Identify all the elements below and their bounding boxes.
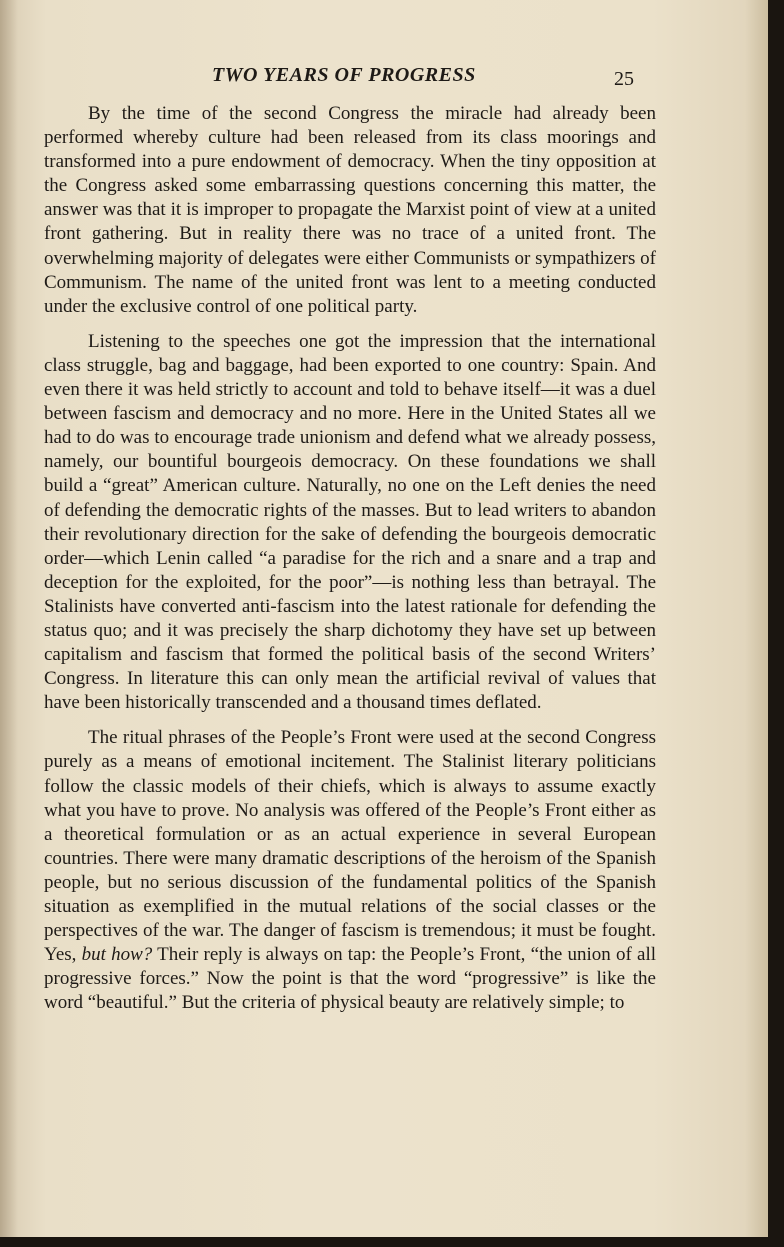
paragraph-text: Their reply is always on tap: the People’s Front, “the union of all progressive forces.” Now the point is that the word “progressive” is like the word “beautiful.” But the criteria of physical beauty are relatively simple; to (44, 944, 657, 1014)
page-bottom-edge (0, 1237, 784, 1247)
running-head: TWO YEARS OF PROGRESS (212, 64, 476, 86)
paragraph (44, 330, 656, 716)
page-edge-shadow (768, 0, 784, 1247)
body-text (44, 102, 656, 1026)
page-number: 25 (614, 68, 634, 90)
italic-phrase: but how? (81, 944, 153, 966)
paragraph-text: The ritual phrases of the People’s Front were used at the second Congress purely as a means of emotional incitement. The Stalinist literary politicians follow the classic models of their chiefs, which is always to assume exactly what you have to prove. No analysis was offered of the People’s Front either as a theoretical formulation or as an actual experience in several European countries. There were many dramatic descriptions of the heroism of the Spanish people, but no serious discussion of the fundamental politics of the Spanish situation as exemplified in the mutual relations of the social classes or the perspectives of the war. The danger of fascism is tremendous; it must be fought. Yes, (44, 727, 656, 966)
page-header (0, 62, 768, 92)
paragraph-text: By the time of the second Congress the miracle had already been performed whereby culture had been released from its class moorings and transformed into a pure endowment of democracy. When the tiny opposition at the Congress asked some embarrassing questions concerning this matter, the answer was that it is improper to propagate the Marxist point of view at a united front gathering. But in reality there was no trace of a united front. The overwhelming majority of delegates were either Communists or sympathizers of Communism. The name of the united front was lent to a meeting conducted under the exclusive control of one political party. (44, 103, 656, 317)
paragraph (44, 726, 656, 1015)
paragraph (44, 102, 656, 319)
paragraph-text: Listening to the speeches one got the impression that the international class struggle, bag and baggage, had been exported to one country: Spain. And even there it was held strictly to account and told to behave itself—it was a duel between fascism and democracy and no more. Here in the United States all we had to do was to encourage trade unionism and defend what we already possess, namely, our bountiful bourgeois democracy. On these foundations we shall build a “great” American culture. Naturally, no one on the Left denies the need of defending the democratic rights of the masses. But to lead writers to abandon their revolutionary direction for the sake of defending the bourgeois democratic order—which Lenin called “a paradise for the rich and a snare and a trap and deception for the exploited, for the poor”—is nothing less than betrayal. The Stalinists have converted anti-fascism into the latest rationale for defending the status quo; and it was precisely the sharp dichotomy they have set up between capitalism and fascism that formed the political basis of the second Writers’ Congress. In literature this can only mean the artificial revival of values that have been historically transcended and a thousand times deflated. (44, 330, 656, 714)
